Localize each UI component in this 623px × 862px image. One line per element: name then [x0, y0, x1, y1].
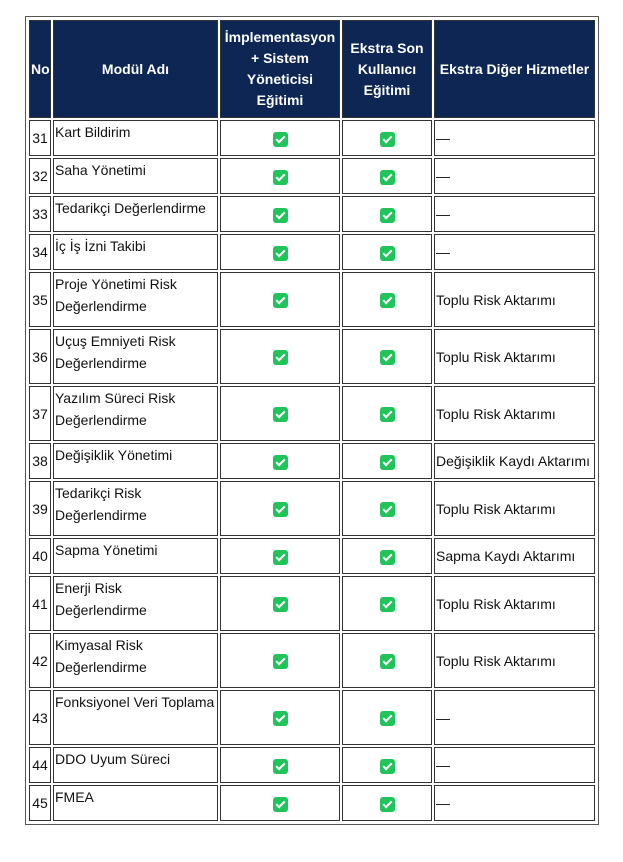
implementation-cell [220, 443, 340, 479]
row-no: 36 [29, 329, 51, 384]
table-row [29, 386, 595, 441]
other-services: — [434, 747, 595, 783]
header-module-name: Modül Adı [53, 20, 218, 118]
row-no: 32 [29, 158, 51, 194]
check-square-icon [273, 132, 288, 147]
table-row [29, 443, 595, 479]
table-row [29, 633, 595, 688]
other-services: — [434, 785, 595, 821]
row-no: 43 [29, 690, 51, 745]
table-row [29, 785, 595, 821]
module-name: Kart Bildirim [53, 120, 218, 156]
check-square-icon [380, 407, 395, 422]
implementation-cell [220, 747, 340, 783]
row-no: 37 [29, 386, 51, 441]
module-name: Kimyasal Risk Değerlendirme [53, 633, 218, 688]
check-square-icon [273, 350, 288, 365]
other-services: — [434, 120, 595, 156]
check-square-icon [273, 455, 288, 470]
other-services: Toplu Risk Aktarımı [434, 576, 595, 631]
implementation-cell [220, 785, 340, 821]
row-no: 33 [29, 196, 51, 232]
check-square-icon [380, 654, 395, 669]
header-no: No [29, 20, 51, 118]
check-square-icon [380, 502, 395, 517]
implementation-cell [220, 576, 340, 631]
row-no: 45 [29, 785, 51, 821]
other-services: Toplu Risk Aktarımı [434, 633, 595, 688]
module-name: Enerji Risk Değerlendirme [53, 576, 218, 631]
table-row [29, 234, 595, 270]
other-services: — [434, 158, 595, 194]
row-no: 34 [29, 234, 51, 270]
table-row [29, 747, 595, 783]
enduser-cell [342, 158, 432, 194]
check-square-icon [273, 597, 288, 612]
check-square-icon [273, 711, 288, 726]
row-no: 41 [29, 576, 51, 631]
module-name: Tedarikçi Risk Değerlendirme [53, 481, 218, 536]
check-square-icon [380, 208, 395, 223]
table-row [29, 196, 595, 232]
module-name: DDO Uyum Süreci [53, 747, 218, 783]
enduser-cell [342, 690, 432, 745]
module-name: FMEA [53, 785, 218, 821]
implementation-cell [220, 538, 340, 574]
header-row [29, 20, 595, 118]
table-row [29, 538, 595, 574]
row-no: 39 [29, 481, 51, 536]
table-row [29, 272, 595, 327]
module-name: Uçuş Emniyeti Risk Değerlendirme [53, 329, 218, 384]
enduser-cell [342, 633, 432, 688]
enduser-cell [342, 234, 432, 270]
row-no: 42 [29, 633, 51, 688]
row-no: 31 [29, 120, 51, 156]
check-square-icon [273, 759, 288, 774]
check-square-icon [380, 170, 395, 185]
enduser-cell [342, 329, 432, 384]
row-no: 35 [29, 272, 51, 327]
header-other-services: Ekstra Diğer Hizmetler [434, 20, 595, 118]
row-no: 40 [29, 538, 51, 574]
other-services: Değişiklik Kaydı Aktarımı [434, 443, 595, 479]
table-row [29, 576, 595, 631]
table-row [29, 481, 595, 536]
other-services: Toplu Risk Aktarımı [434, 386, 595, 441]
enduser-cell [342, 481, 432, 536]
check-square-icon [273, 246, 288, 261]
check-square-icon [273, 407, 288, 422]
module-name: İç İş İzni Takibi [53, 234, 218, 270]
implementation-cell [220, 481, 340, 536]
enduser-cell [342, 747, 432, 783]
module-name: Fonksiyonel Veri Toplama [53, 690, 218, 745]
implementation-cell [220, 120, 340, 156]
check-square-icon [380, 293, 395, 308]
check-square-icon [273, 550, 288, 565]
other-services: Toplu Risk Aktarımı [434, 329, 595, 384]
check-square-icon [273, 797, 288, 812]
table-row [29, 690, 595, 745]
table-row [29, 329, 595, 384]
module-table-wrapper [25, 16, 599, 825]
table-row [29, 158, 595, 194]
enduser-cell [342, 196, 432, 232]
module-name: Saha Yönetimi [53, 158, 218, 194]
other-services: — [434, 234, 595, 270]
module-name: Sapma Yönetimi [53, 538, 218, 574]
enduser-cell [342, 785, 432, 821]
other-services: Toplu Risk Aktarımı [434, 272, 595, 327]
check-square-icon [273, 293, 288, 308]
implementation-cell [220, 386, 340, 441]
check-square-icon [273, 502, 288, 517]
check-square-icon [380, 597, 395, 612]
table-row [29, 120, 595, 156]
check-square-icon [380, 550, 395, 565]
other-services: Sapma Kaydı Aktarımı [434, 538, 595, 574]
check-square-icon [380, 132, 395, 147]
row-no: 38 [29, 443, 51, 479]
module-table [27, 18, 597, 823]
check-square-icon [380, 797, 395, 812]
check-square-icon [380, 711, 395, 726]
row-no: 44 [29, 747, 51, 783]
module-name: Değişiklik Yönetimi [53, 443, 218, 479]
implementation-cell [220, 633, 340, 688]
implementation-cell [220, 234, 340, 270]
module-name: Proje Yönetimi Risk Değerlendirme [53, 272, 218, 327]
enduser-cell [342, 272, 432, 327]
check-square-icon [380, 246, 395, 261]
implementation-cell [220, 690, 340, 745]
check-square-icon [380, 350, 395, 365]
header-enduser-training: Ekstra Son Kullanıcı Eğitimi [342, 20, 432, 118]
enduser-cell [342, 576, 432, 631]
implementation-cell [220, 272, 340, 327]
check-square-icon [380, 759, 395, 774]
enduser-cell [342, 538, 432, 574]
implementation-cell [220, 196, 340, 232]
check-square-icon [273, 654, 288, 669]
implementation-cell [220, 158, 340, 194]
module-name: Yazılım Süreci Risk Değerlendirme [53, 386, 218, 441]
enduser-cell [342, 120, 432, 156]
enduser-cell [342, 386, 432, 441]
header-implementation-training: İmplementasyon + Sistem Yöneticisi Eğitimi [220, 20, 340, 118]
check-square-icon [273, 208, 288, 223]
implementation-cell [220, 329, 340, 384]
other-services: — [434, 690, 595, 745]
enduser-cell [342, 443, 432, 479]
other-services: — [434, 196, 595, 232]
module-name: Tedarikçi Değerlendirme [53, 196, 218, 232]
other-services: Toplu Risk Aktarımı [434, 481, 595, 536]
check-square-icon [380, 455, 395, 470]
check-square-icon [273, 170, 288, 185]
